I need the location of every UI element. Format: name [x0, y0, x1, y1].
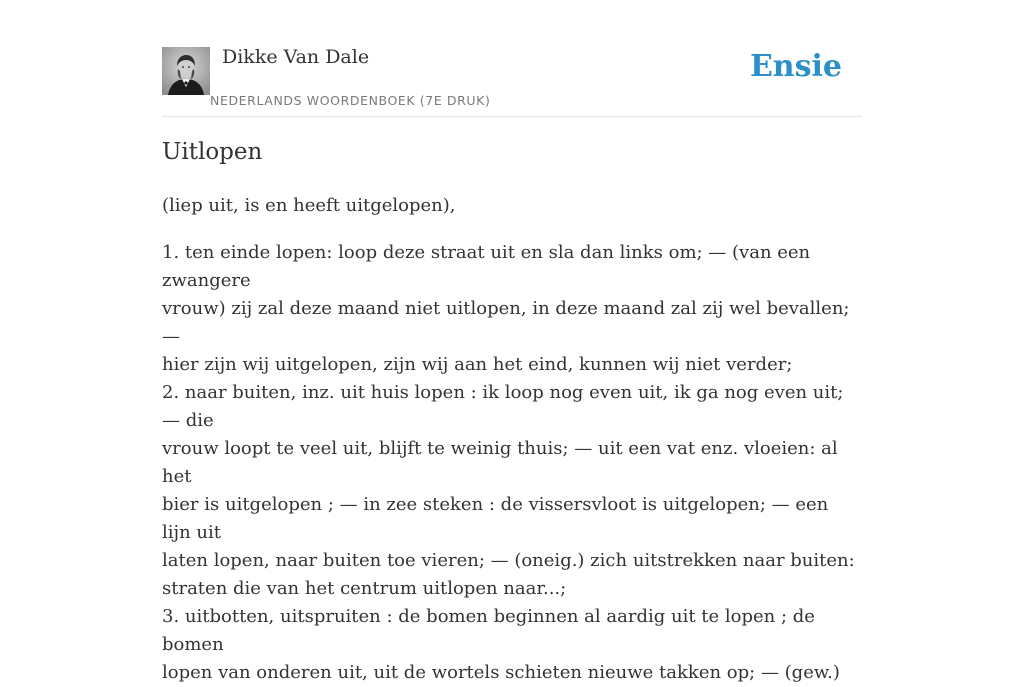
- definition-line: hier zijn wij uitgelopen, zijn wij aan het eind, kunnen wij niet verder;: [162, 354, 793, 375]
- source-subtitle[interactable]: NEDERLANDS WOORDENBOEK (7E DRUK): [210, 93, 491, 108]
- definition-line: vrouw) zij zal deze maand niet uitlopen, in deze maand zal zij wel bevallen; —: [162, 298, 850, 347]
- entry-lead: (liep uit, is en heeft uitgelopen),: [162, 195, 456, 216]
- entry-title: Uitlopen: [162, 139, 263, 165]
- definition-line: 1. ten einde lopen: loop deze straat uit en sla dan links om; — (van een zwangere: [162, 242, 811, 291]
- header: [162, 46, 862, 117]
- definition-line: laten lopen, naar buiten toe vieren; — (oneig.) zich uitstrekken naar buiten:: [162, 550, 855, 571]
- entry-content: [162, 192, 862, 687]
- avatar[interactable]: [162, 47, 210, 95]
- definition-line: 3. uitbotten, uitspruiten : de bomen beginnen al aardig uit te lopen ; de bomen: [162, 606, 815, 655]
- portrait-image: [162, 47, 210, 95]
- definition-line: straten die van het centrum uitlopen naar...;: [162, 578, 567, 599]
- brand-logo[interactable]: Ensie: [749, 49, 842, 84]
- definition-line: lopen van onderen uit, uit de wortels schieten nieuwe takken op; — (gew.): [162, 662, 840, 683]
- definition-line: bier is uitgelopen ; — in zee steken : de vissersvloot is uitgelopen; — een lijn uit: [162, 494, 829, 543]
- author-name[interactable]: Dikke Van Dale: [222, 46, 370, 68]
- definition-line: vrouw loopt te veel uit, blijft te weinig thuis; — uit een vat enz. vloeien: al het: [162, 438, 838, 487]
- definition-line: 2. naar buiten, inz. uit huis lopen : ik loop nog even uit, ik ga nog even uit; — die: [162, 382, 844, 431]
